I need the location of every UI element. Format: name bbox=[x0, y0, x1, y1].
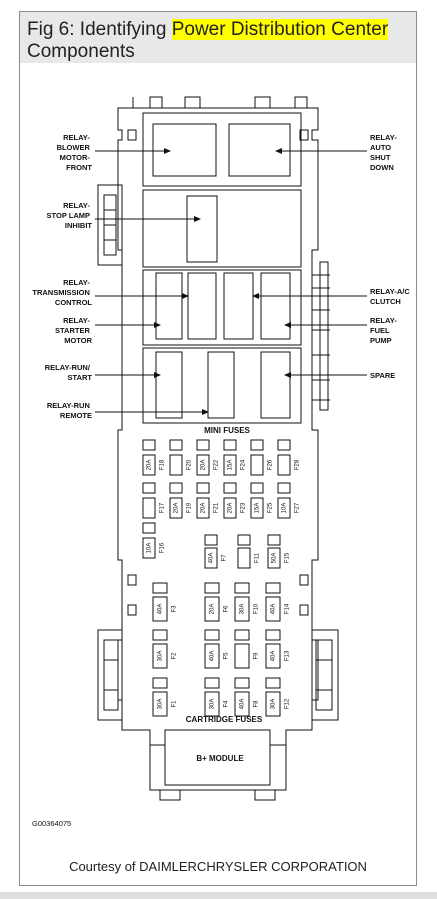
fuse-f4 bbox=[205, 692, 230, 716]
fuse-amp-label: 40A bbox=[270, 650, 277, 662]
fuse-id-label: F16 bbox=[159, 542, 166, 554]
label-b-plus-module: B+ MODULE bbox=[196, 754, 244, 763]
fuse-id-label: F1 bbox=[171, 700, 178, 708]
fuse-amp-label: 30A bbox=[209, 698, 216, 710]
fuse-f1 bbox=[153, 692, 178, 716]
fuse-f8 bbox=[235, 692, 260, 716]
fuse-amp-label: 30A bbox=[239, 603, 246, 615]
label-relay-auto-shut-down: RELAY- AUTO SHUT DOWN bbox=[370, 133, 397, 172]
title-suffix: Components bbox=[27, 41, 135, 62]
bottom-band bbox=[0, 892, 437, 899]
fuse-amp-label: 20A bbox=[227, 502, 234, 514]
fuse-top-cap bbox=[224, 440, 236, 450]
fuse-f17 bbox=[143, 498, 166, 518]
fuse-f28 bbox=[278, 455, 301, 475]
label-relay-starter-motor: RELAY- STARTER MOTOR bbox=[55, 316, 92, 345]
figure-code: G00364075 bbox=[32, 819, 72, 828]
fuse-amp-label: 10A bbox=[146, 542, 153, 554]
fuse-f9 bbox=[235, 644, 260, 668]
fuse-top-cap bbox=[251, 440, 263, 450]
fuse-top-cap bbox=[170, 440, 182, 450]
label-relay-run-start: RELAY-RUN/ START bbox=[44, 363, 92, 382]
cartridge-top-cap bbox=[235, 583, 249, 593]
fuse-amp-label: 40A bbox=[208, 552, 215, 564]
fuse-top-cap bbox=[143, 440, 155, 450]
fuse-f22 bbox=[197, 455, 220, 475]
title-highlight: Power Distribution Center bbox=[171, 19, 389, 40]
fuse-amp-label: 50A bbox=[271, 552, 278, 564]
fuse-f5 bbox=[205, 644, 230, 668]
fuse-f20 bbox=[170, 455, 193, 475]
fuse-id-label: F20 bbox=[186, 459, 193, 471]
label-relay-run-remote: RELAY-RUN REMOTE bbox=[46, 401, 92, 420]
cartridge-top-cap bbox=[266, 583, 280, 593]
fuse-f2 bbox=[153, 644, 178, 668]
fuse-f21 bbox=[197, 498, 220, 518]
cartridge-top-cap bbox=[153, 678, 167, 688]
fuse-f25 bbox=[251, 498, 274, 518]
fuse-id-label: F17 bbox=[159, 502, 166, 514]
fuse-id-label: F3 bbox=[171, 605, 178, 613]
courtesy-caption: Courtesy of DAIMLERCHRYSLER CORPORATION bbox=[69, 859, 367, 874]
fuse-amp-label: 40A bbox=[209, 650, 216, 662]
fuse-f10 bbox=[235, 597, 260, 621]
fuse-f18 bbox=[143, 455, 166, 475]
fuse-f15 bbox=[268, 548, 291, 568]
fuse-f23 bbox=[224, 498, 247, 518]
fuse-top-cap bbox=[224, 483, 236, 493]
fuse-f26 bbox=[251, 455, 274, 475]
fuse-amp-label: 10A bbox=[281, 502, 288, 514]
fuse-f11 bbox=[238, 548, 261, 568]
fuse-id-label: F25 bbox=[267, 502, 274, 514]
fuse-id-label: F8 bbox=[253, 700, 260, 708]
fuse-id-label: F21 bbox=[213, 502, 220, 514]
fuse-amp-label: 20A bbox=[200, 459, 207, 471]
fuse-f16 bbox=[143, 538, 166, 558]
fuse-f6 bbox=[205, 597, 230, 621]
fuse-top-cap bbox=[251, 483, 263, 493]
fuse-f7 bbox=[205, 548, 228, 568]
fuse-amp-label: 20A bbox=[200, 502, 207, 514]
fuse-amp-label: 30A bbox=[157, 650, 164, 662]
label-relay-transmission-control: RELAY- TRANSMISSION CONTROL bbox=[32, 278, 92, 307]
cartridge-top-cap bbox=[266, 630, 280, 640]
fuse-f27 bbox=[278, 498, 301, 518]
fuse-id-label: F24 bbox=[240, 459, 247, 471]
fuse-top-cap bbox=[197, 440, 209, 450]
fuse-top-cap bbox=[197, 483, 209, 493]
cartridge-top-cap bbox=[205, 630, 219, 640]
fuse-top-cap bbox=[170, 483, 182, 493]
label-relay-blower-motor-front: RELAY- BLOWER MOTOR- FRONT bbox=[56, 133, 92, 172]
label-cartridge-fuses: CARTRIDGE FUSES bbox=[185, 715, 263, 724]
fuse-amp-label: 40A bbox=[270, 603, 277, 615]
fuse-top-cap bbox=[278, 483, 290, 493]
fuse-id-label: F14 bbox=[284, 603, 291, 615]
cartridge-top-cap bbox=[266, 678, 280, 688]
fuse-f3 bbox=[153, 597, 178, 621]
cartridge-top-cap bbox=[153, 630, 167, 640]
cartridge-top-cap bbox=[205, 678, 219, 688]
fuse-layer bbox=[143, 440, 301, 716]
fuse-amp-label: 20A bbox=[209, 603, 216, 615]
fuse-id-label: F18 bbox=[159, 459, 166, 471]
fuse-id-label: F5 bbox=[223, 652, 230, 660]
fuse-id-label: F27 bbox=[294, 502, 301, 514]
fuse-id-label: F9 bbox=[253, 652, 260, 660]
label-mini-fuses: MINI FUSES bbox=[204, 426, 250, 435]
fuse-amp-label: 20A bbox=[146, 459, 153, 471]
cartridge-top-cap bbox=[153, 583, 167, 593]
fuse-f14 bbox=[266, 597, 291, 621]
fuse-top-cap bbox=[205, 535, 217, 545]
fuse-id-label: F7 bbox=[221, 554, 228, 562]
fuse-f24 bbox=[224, 455, 247, 475]
fuse-id-label: F11 bbox=[254, 553, 261, 563]
fuse-id-label: F19 bbox=[186, 502, 193, 514]
fuse-f19 bbox=[170, 498, 193, 518]
fuse-id-label: F26 bbox=[267, 459, 274, 471]
fuse-id-label: F4 bbox=[223, 700, 230, 708]
fuse-id-label: F2 bbox=[171, 652, 178, 660]
fuse-amp-label: 40A bbox=[157, 603, 164, 615]
fuse-amp-label: 40A bbox=[239, 698, 246, 710]
fuse-amp-label: 15A bbox=[227, 459, 234, 471]
label-relay-fuel-pump: RELAY- FUEL PUMP bbox=[370, 316, 397, 345]
title-prefix: Fig 6: Identifying bbox=[27, 19, 172, 40]
fuse-id-label: F13 bbox=[284, 650, 291, 662]
fuse-id-label: F15 bbox=[284, 552, 291, 564]
fuse-id-label: F22 bbox=[213, 459, 220, 471]
fuse-top-cap bbox=[278, 440, 290, 450]
label-relay-stop-lamp-inhibit: RELAY- STOP LAMP INHIBIT bbox=[46, 201, 92, 230]
fuse-id-label: F28 bbox=[294, 459, 301, 471]
label-relay-ac-clutch: RELAY-A/C CLUTCH bbox=[370, 287, 410, 306]
fuse-id-label: F6 bbox=[223, 605, 230, 613]
fuse-id-label: F12 bbox=[284, 698, 291, 710]
fuse-f13 bbox=[266, 644, 291, 668]
cartridge-top-cap bbox=[235, 678, 249, 688]
fuse-top-cap bbox=[268, 535, 280, 545]
cartridge-top-cap bbox=[205, 583, 219, 593]
fuse-amp-label: 30A bbox=[157, 698, 164, 710]
fuse-amp-label: 15A bbox=[254, 502, 261, 514]
cartridge-top-cap bbox=[235, 630, 249, 640]
fuse-amp-label: 20A bbox=[173, 502, 180, 514]
fuse-amp-label: 30A bbox=[270, 698, 277, 710]
label-spare: SPARE bbox=[370, 371, 396, 380]
fuse-top-cap bbox=[143, 523, 155, 533]
fuse-id-label: F23 bbox=[240, 502, 247, 514]
fuse-top-cap bbox=[238, 535, 250, 545]
fuse-f12 bbox=[266, 692, 291, 716]
fuse-top-cap bbox=[143, 483, 155, 493]
fuse-id-label: F10 bbox=[253, 603, 260, 615]
